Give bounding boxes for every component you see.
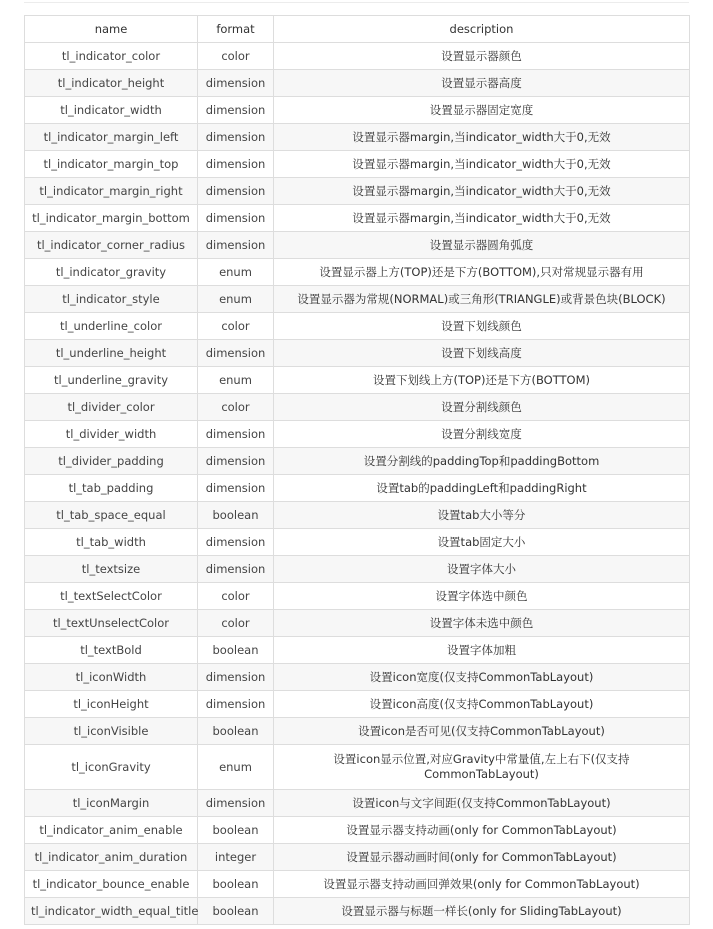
header-format: format — [198, 16, 274, 43]
table-row — [25, 745, 690, 790]
cell-format: color — [198, 610, 274, 637]
cell-format: dimension — [198, 691, 274, 718]
table-row — [25, 313, 690, 340]
cell-description: 设置下划线颜色 — [274, 313, 690, 340]
cell-format: boolean — [198, 871, 274, 898]
cell-description: 设置分割线的paddingTop和paddingBottom — [274, 448, 690, 475]
cell-format: integer — [198, 844, 274, 871]
cell-description: 设置字体未选中颜色 — [274, 610, 690, 637]
table-row — [25, 70, 690, 97]
table-row — [25, 394, 690, 421]
cell-name: tl_iconWidth — [25, 664, 198, 691]
table-row — [25, 556, 690, 583]
cell-format: boolean — [198, 718, 274, 745]
table-row — [25, 286, 690, 313]
cell-format: boolean — [198, 817, 274, 844]
cell-description: 设置显示器margin,当indicator_width大于0,无效 — [274, 124, 690, 151]
table-row — [25, 124, 690, 151]
cell-description: 设置显示器高度 — [274, 70, 690, 97]
cell-name: tl_indicator_width_equal_title — [25, 898, 198, 925]
top-divider — [24, 2, 689, 3]
cell-description: 设置显示器margin,当indicator_width大于0,无效 — [274, 178, 690, 205]
cell-name: tl_indicator_bounce_enable — [25, 871, 198, 898]
table-row — [25, 421, 690, 448]
cell-description: 设置字体选中颜色 — [274, 583, 690, 610]
cell-name: tl_underline_gravity — [25, 367, 198, 394]
cell-description: 设置显示器颜色 — [274, 43, 690, 70]
cell-description: 设置tab大小等分 — [274, 502, 690, 529]
cell-format: dimension — [198, 232, 274, 259]
cell-format: dimension — [198, 340, 274, 367]
cell-name: tl_divider_color — [25, 394, 198, 421]
cell-name: tl_iconHeight — [25, 691, 198, 718]
cell-name: tl_textBold — [25, 637, 198, 664]
cell-name: tl_tab_width — [25, 529, 198, 556]
cell-format: dimension — [198, 124, 274, 151]
cell-description: 设置tab的paddingLeft和paddingRight — [274, 475, 690, 502]
cell-name: tl_divider_padding — [25, 448, 198, 475]
table-row — [25, 502, 690, 529]
cell-name: tl_indicator_gravity — [25, 259, 198, 286]
cell-description: 设置分割线颜色 — [274, 394, 690, 421]
table-row — [25, 529, 690, 556]
header-description: description — [274, 16, 690, 43]
cell-format: dimension — [198, 448, 274, 475]
table-row — [25, 790, 690, 817]
cell-name: tl_underline_color — [25, 313, 198, 340]
table-row — [25, 475, 690, 502]
cell-format: dimension — [198, 790, 274, 817]
cell-format: color — [198, 394, 274, 421]
cell-name: tl_indicator_width — [25, 97, 198, 124]
cell-name: tl_indicator_style — [25, 286, 198, 313]
cell-description: 设置icon是否可见(仅支持CommonTabLayout) — [274, 718, 690, 745]
table-row — [25, 817, 690, 844]
cell-name: tl_tab_space_equal — [25, 502, 198, 529]
cell-description: 设置显示器margin,当indicator_width大于0,无效 — [274, 205, 690, 232]
cell-format: dimension — [198, 178, 274, 205]
header-name: name — [25, 16, 198, 43]
table-row — [25, 583, 690, 610]
cell-format: dimension — [198, 421, 274, 448]
table-row — [25, 448, 690, 475]
cell-name: tl_indicator_height — [25, 70, 198, 97]
table-row — [25, 205, 690, 232]
cell-description: 设置显示器动画时间(only for CommonTabLayout) — [274, 844, 690, 871]
cell-description: 设置icon显示位置,对应Gravity中常量值,左上右下(仅支持CommonTabLayout) — [274, 745, 690, 790]
cell-name: tl_indicator_margin_right — [25, 178, 198, 205]
cell-format: dimension — [198, 556, 274, 583]
table-row — [25, 43, 690, 70]
cell-format: boolean — [198, 898, 274, 925]
table-row — [25, 151, 690, 178]
table-row — [25, 232, 690, 259]
cell-name: tl_iconVisible — [25, 718, 198, 745]
table-row — [25, 97, 690, 124]
cell-format: enum — [198, 286, 274, 313]
cell-name: tl_textsize — [25, 556, 198, 583]
cell-name: tl_indicator_anim_enable — [25, 817, 198, 844]
cell-description: 设置字体加粗 — [274, 637, 690, 664]
cell-name: tl_underline_height — [25, 340, 198, 367]
cell-format: dimension — [198, 97, 274, 124]
table-row — [25, 844, 690, 871]
cell-format: boolean — [198, 637, 274, 664]
cell-description: 设置显示器支持动画(only for CommonTabLayout) — [274, 817, 690, 844]
cell-format: boolean — [198, 502, 274, 529]
cell-format: dimension — [198, 151, 274, 178]
cell-format: dimension — [198, 475, 274, 502]
cell-description: 设置icon与文字间距(仅支持CommonTabLayout) — [274, 790, 690, 817]
cell-name: tl_indicator_margin_left — [25, 124, 198, 151]
cell-description: 设置显示器上方(TOP)还是下方(BOTTOM),只对常规显示器有用 — [274, 259, 690, 286]
cell-description: 设置显示器圆角弧度 — [274, 232, 690, 259]
cell-description: 设置显示器margin,当indicator_width大于0,无效 — [274, 151, 690, 178]
cell-name: tl_iconGravity — [25, 745, 198, 790]
cell-description: 设置tab固定大小 — [274, 529, 690, 556]
table-row — [25, 664, 690, 691]
cell-format: color — [198, 313, 274, 340]
cell-name: tl_textSelectColor — [25, 583, 198, 610]
cell-format: enum — [198, 745, 274, 790]
cell-description: 设置icon宽度(仅支持CommonTabLayout) — [274, 664, 690, 691]
table-row — [25, 718, 690, 745]
cell-description: 设置分割线宽度 — [274, 421, 690, 448]
cell-name: tl_indicator_margin_top — [25, 151, 198, 178]
cell-description: 设置显示器固定宽度 — [274, 97, 690, 124]
table-header-row — [25, 16, 690, 43]
cell-name: tl_indicator_corner_radius — [25, 232, 198, 259]
table-row — [25, 610, 690, 637]
table-row — [25, 898, 690, 925]
cell-format: dimension — [198, 70, 274, 97]
cell-format: dimension — [198, 664, 274, 691]
cell-format: dimension — [198, 529, 274, 556]
cell-description: 设置显示器为常规(NORMAL)或三角形(TRIANGLE)或背景色块(BLOCK) — [274, 286, 690, 313]
cell-name: tl_iconMargin — [25, 790, 198, 817]
cell-name: tl_indicator_margin_bottom — [25, 205, 198, 232]
cell-name: tl_textUnselectColor — [25, 610, 198, 637]
cell-description: 设置icon高度(仅支持CommonTabLayout) — [274, 691, 690, 718]
cell-format: color — [198, 43, 274, 70]
cell-format: dimension — [198, 205, 274, 232]
table-row — [25, 637, 690, 664]
cell-name: tl_indicator_anim_duration — [25, 844, 198, 871]
cell-description: 设置字体大小 — [274, 556, 690, 583]
table-row — [25, 367, 690, 394]
table-row — [25, 259, 690, 286]
attributes-table — [24, 15, 690, 925]
table-row — [25, 340, 690, 367]
cell-description: 设置下划线高度 — [274, 340, 690, 367]
cell-format: enum — [198, 259, 274, 286]
cell-name: tl_indicator_color — [25, 43, 198, 70]
cell-description: 设置显示器与标题一样长(only for SlidingTabLayout) — [274, 898, 690, 925]
cell-format: color — [198, 583, 274, 610]
table-row — [25, 871, 690, 898]
cell-name: tl_tab_padding — [25, 475, 198, 502]
cell-name: tl_divider_width — [25, 421, 198, 448]
table-row — [25, 178, 690, 205]
cell-description: 设置显示器支持动画回弹效果(only for CommonTabLayout) — [274, 871, 690, 898]
cell-description: 设置下划线上方(TOP)还是下方(BOTTOM) — [274, 367, 690, 394]
cell-format: enum — [198, 367, 274, 394]
table-row — [25, 691, 690, 718]
